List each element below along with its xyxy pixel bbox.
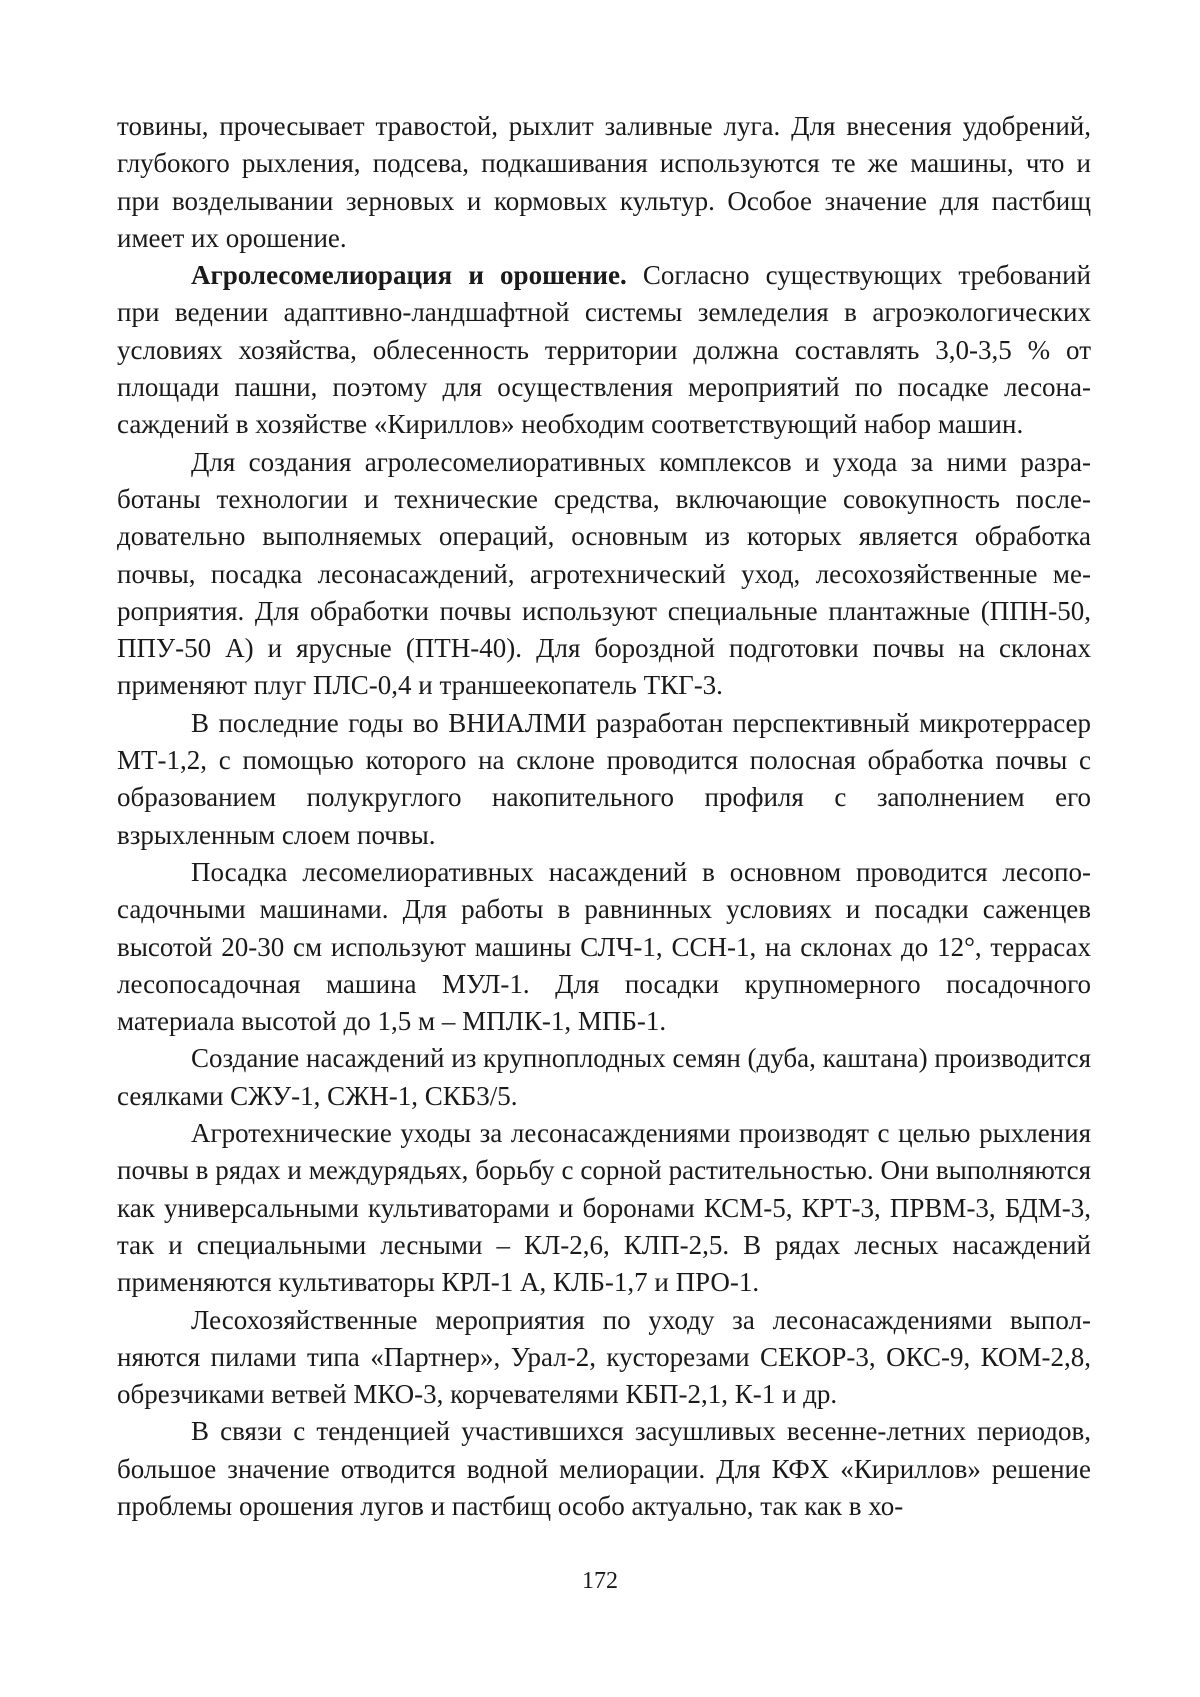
paragraph-2-text: Согласно существующих требований при ведении адаптивно-ландшафтной системы земледелия в агроэкологических условиях хозяйства, облесенность территории должна составлять 3,0-3,5 % от площади пашни, поэтому для осуществления мероприятий по посадке лесонасаждений в хозяйстве «Кириллов» необходим соответствующий набор машин. <box>117 260 1091 440</box>
page-number: 172 <box>582 1568 618 1594</box>
paragraph-2 <box>117 257 1091 443</box>
paragraph-4 <box>117 705 1091 854</box>
page-body <box>117 108 1091 1525</box>
paragraph-1 <box>117 108 1091 257</box>
paragraph-3-text: Для создания агролесомелиоративных комплексов и ухода за ними разработаны технологии и технические средства, включающие совокупность последовательно выполняемых операций, основным из которых является обработка почвы, посадка лесонасаждений, агротехнический уход, лесохозяйственные мероприятия. Для обработки почвы используют специальные плантажные (ППН-50, ППУ-50 А) и ярусные (ПТН-40). Для бороздной подготовки почвы на склонах применяют плуг ПЛС-0,4 и траншеекопатель ТКГ-3. <box>117 446 1091 701</box>
section-heading-agroforestry: Агролесомелиорация и орошение. <box>191 260 627 291</box>
paragraph-8 <box>117 1302 1091 1414</box>
paragraph-8-text: Лесохозяйственные мероприятия по уходу за лесонасаждениями выполняются пилами типа «Партнер», Урал-2, кусторезами СЕКОР-3, ОКС-9, КОМ-2,8, обрезчиками ветвей МКО-3, корчевателями КБП-2,1, К-1 и др. <box>117 1304 1091 1410</box>
paragraph-7 <box>117 1115 1091 1301</box>
paragraph-6 <box>117 1040 1091 1115</box>
paragraph-7-text: Агротехнические уходы за лесонасаждениями производят с целью рыхления почвы в рядах и междурядьях, борьбу с сорной растительностью. Они выполняются как универсальными культиваторами и боронами КСМ-5, КРТ-3, ПРВМ-3, БДМ-3, так и специальными лесными – КЛ-2,6, КЛП-2,5. В рядах лесных насаждений применяются культиваторы КРЛ-1 А, КЛБ-1,7 и ПРО-1. <box>117 1118 1091 1298</box>
paragraph-9 <box>117 1413 1091 1525</box>
paragraph-1-text: товины, прочесывает травостой, рыхлит заливные луга. Для внесения удобрений, глубокого рыхления, подсева, подкашивания используются те же машины, что и при возделывании зерновых и кормовых культур. Особое значение для пастбищ имеет их орошение. <box>117 111 1091 253</box>
paragraph-6-text: Создание насаждений из крупноплодных семян (дуба, каштана) производится сеялками СЖУ-1, СЖН-1, СКБ3/5. <box>117 1043 1091 1111</box>
paragraph-5-text: Посадка лесомелиоративных насаждений в основном проводится лесопосадочными машинами. Для работы в равнинных условиях и посадки саженцев высотой 20-30 см используют машины СЛЧ-1, ССН-1, на склонах до 12°, террасах лесопосадочная машина МУЛ-1. Для посадки крупномерного посадочного материала высотой до 1,5 м – МПЛК-1, МПБ-1. <box>117 856 1091 1037</box>
paragraph-4-text: В последние годы во ВНИАЛМИ разработан перспективный микротеррасер МТ-1,2, с помощью которого на склоне проводится полосная обработка почвы с образованием полукруглого накопительного профиля с заполнением его взрыхленным слоем почвы. <box>117 707 1091 850</box>
paragraph-3 <box>117 444 1091 705</box>
paragraph-9-text: В связи с тенденцией участившихся засушливых весенне-летних периодов, большое значение отводится водной мелиорации. Для КФХ «Кириллов» решение проблемы орошения лугов и пастбищ особо актуально, так как в хо- <box>117 1416 1091 1521</box>
paragraph-5 <box>117 854 1091 1040</box>
